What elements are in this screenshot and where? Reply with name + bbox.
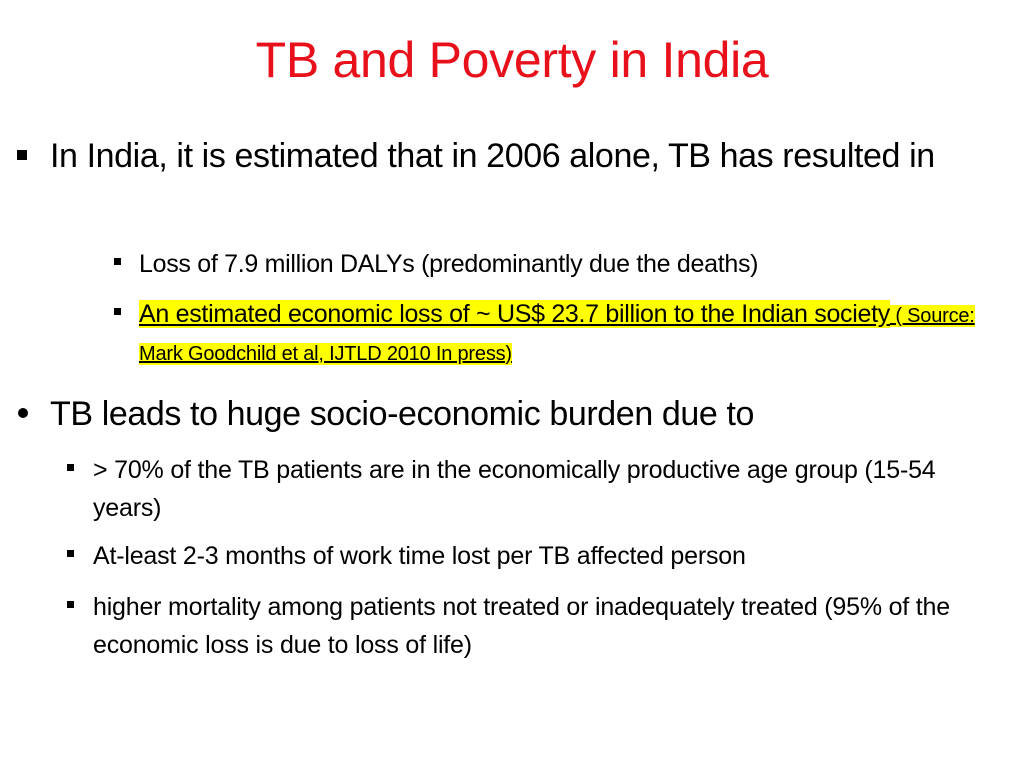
economic-loss-highlight: An estimated economic loss of ~ US$ 23.7 billion to the Indian society xyxy=(139,300,890,328)
square-bullet-icon xyxy=(67,464,74,471)
square-bullet-icon xyxy=(17,150,27,160)
round-bullet-icon xyxy=(18,408,28,418)
square-bullet-icon xyxy=(67,601,74,608)
slide-title: TB and Poverty in India xyxy=(255,32,769,88)
section2-item-2: At-least 2-3 months of work time lost per TB affected person xyxy=(93,542,746,570)
section1-item-1: Loss of 7.9 million DALYs (predominantly due the deaths) xyxy=(139,250,759,278)
square-bullet-icon xyxy=(67,550,74,557)
section1-item-2 xyxy=(139,296,1009,372)
section2-item-3: higher mortality among patients not treated or inadequately treated (95% of the economic loss is due to loss of life) xyxy=(93,593,950,659)
square-bullet-icon xyxy=(114,308,121,315)
section1-text: In India, it is estimated that in 2006 alone, TB has resulted in xyxy=(50,137,935,175)
section2-item-1: > 70% of the TB patients are in the economically productive age group (15-54 years) xyxy=(93,456,936,522)
section2-text: TB leads to huge socio-economic burden due to xyxy=(50,395,755,433)
source-citation: ( Source: Mark Goodchild et al, IJTLD 2010 In press) xyxy=(139,305,975,365)
square-bullet-icon xyxy=(114,258,121,265)
